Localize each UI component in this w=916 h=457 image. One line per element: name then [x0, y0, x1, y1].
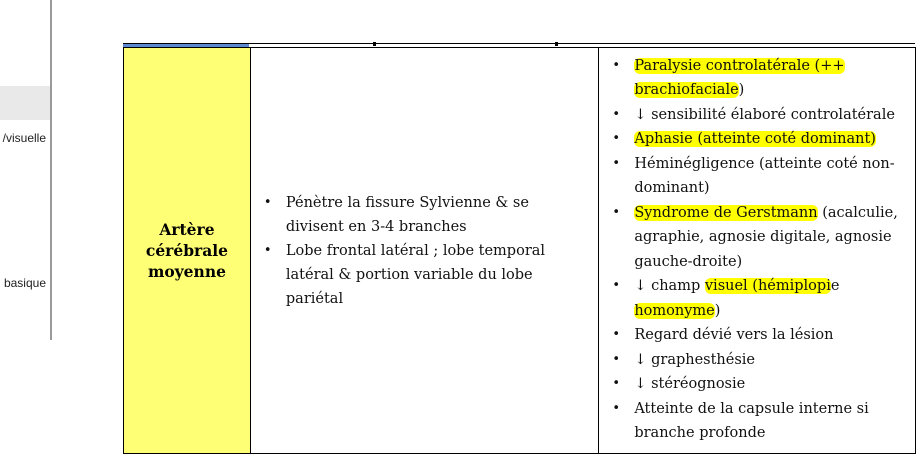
artery-name-cell: [124, 48, 251, 454]
pane-splitter[interactable]: [50, 0, 52, 340]
nav-heading-item[interactable]: /visuelle: [2, 131, 46, 145]
list-item: [607, 201, 907, 275]
text-segment: ↓ stéréognosie: [634, 376, 746, 392]
navigation-pane: [0, 0, 52, 457]
text-segment: ↓ sensibilité élaboré controlatérale: [634, 106, 895, 123]
text-segment: Atteinte de la capsule interne si branche profonde: [634, 400, 869, 441]
table-row: [124, 48, 916, 454]
list-item: [607, 348, 907, 373]
text-segment: ): [738, 82, 745, 98]
highlighted-text: Syndrome de Gerstmann: [634, 204, 818, 221]
list-item: [607, 152, 907, 201]
list-item: [607, 372, 907, 397]
text-segment: Regard dévié vers la lésion: [634, 327, 834, 343]
text-segment: ): [714, 302, 721, 319]
text-segment: ↓ champ: [634, 278, 705, 294]
text-fragment: [555, 42, 558, 46]
list-item: • Lobe frontal latéral ; lobe temporal latéral & portion variable du lobe pariétal: [259, 239, 588, 311]
artery-name: Artère cérébrale moyenne: [145, 220, 228, 281]
list-item: [607, 127, 907, 152]
text-segment: e: [830, 278, 840, 294]
territory-list: [259, 191, 588, 311]
list-item: • Pénètre la fissure Sylvienne & se divisent en 3-4 branches: [259, 191, 588, 239]
artery-table: [123, 47, 916, 454]
highlighted-text: Aphasie (atteinte coté dominant): [634, 131, 876, 147]
nav-heading-item[interactable]: basique: [3, 276, 46, 290]
highlighted-text: homonyme: [634, 302, 715, 319]
highlighted-text: Paralysie controlatérale (++ brachiofaciale: [634, 57, 845, 98]
symptoms-list: [607, 54, 907, 446]
text-fragment: [373, 42, 376, 46]
text-segment: ↓ graphesthésie: [634, 351, 756, 368]
list-item: [607, 274, 907, 323]
list-item: [607, 323, 907, 348]
territory-cell: [250, 48, 598, 454]
list-item: [607, 397, 907, 446]
highlighted-text: visuel (hémiplopi: [704, 278, 831, 294]
document-page: [53, 0, 898, 457]
list-item: [607, 54, 907, 103]
list-item: [607, 103, 907, 128]
symptoms-cell: [599, 48, 916, 454]
nav-selected-item[interactable]: [0, 86, 52, 120]
text-segment: Héminégligence (atteinte coté non-dominant): [634, 155, 895, 196]
text-segment: (acalculie, agraphie, agnosie digitale, agnosie gauche-droite): [634, 204, 898, 270]
